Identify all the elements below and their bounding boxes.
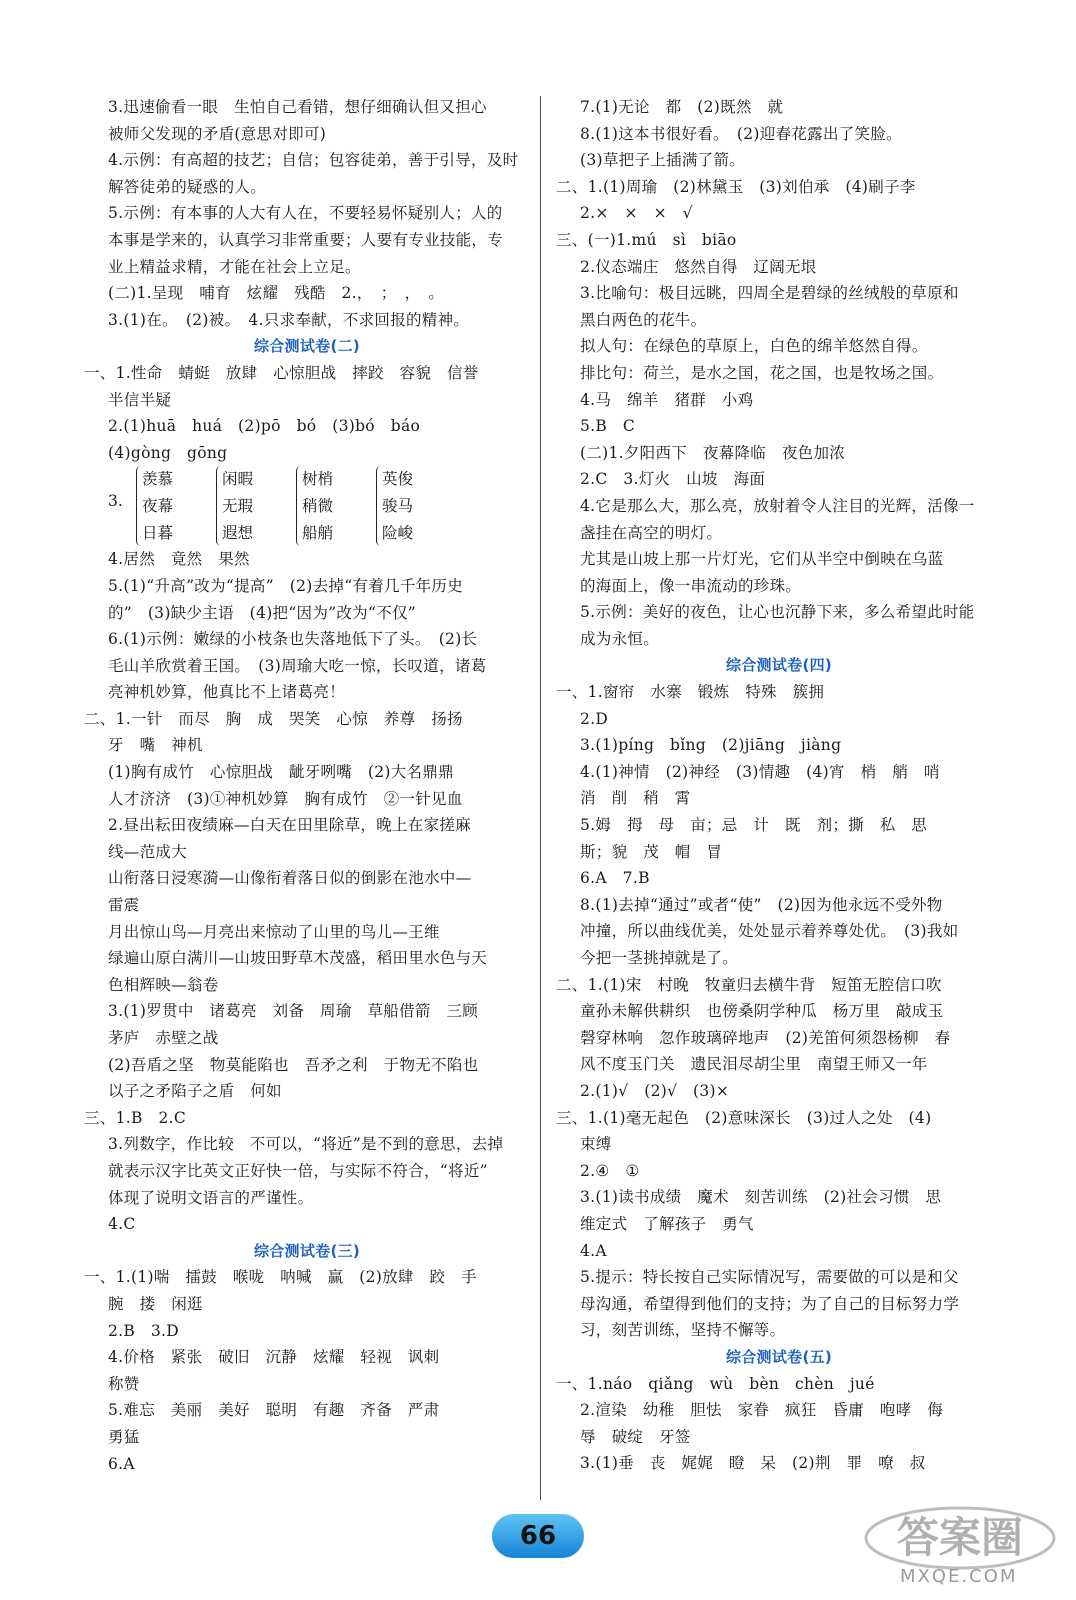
brace-word: 羡慕 (142, 470, 174, 489)
brace-word: 遐想 (222, 523, 254, 542)
answer-line: 的” (3)缺少主语 (4)把“因为”改为“不仅” (108, 603, 417, 622)
answer-line: (二)1.呈现 哺育 炫耀 残酷 2.， ； ， 。 (108, 284, 445, 303)
answer-line: 4.居然 竟然 果然 (108, 550, 250, 569)
answer-line: (1)胸有成竹 心惊胆战 龇牙咧嘴 (2)大名鼎鼎 (108, 763, 454, 782)
answer-line: 排比句：荷兰，是水之国，花之国，也是牧场之国。 (580, 363, 944, 382)
answer-line: 本事是学来的，认真学习非常重要；人要有专业技能，专 (108, 230, 504, 249)
answer-line: 6.A 7.B (580, 869, 650, 888)
brace-word: 夜幕 (142, 496, 174, 515)
answer-line: 5.姆 拇 母 亩；忌 计 既 剂；撕 私 思 (580, 816, 928, 835)
left-answer-column (84, 94, 530, 1477)
answer-line: 三、1.B 2.C (84, 1108, 187, 1127)
answer-line: 母沟通，希望得到他们的支持；为了自己的目标努力学 (580, 1294, 960, 1313)
answer-line: 8.(1)去掉“通过”或者“使” (2)因为他永远不受外物 (580, 895, 943, 914)
section-heading: 综合测试卷(四) (725, 656, 833, 675)
answer-line: 3.(1)在。 (2)被。 4.只求奉献，不求回报的精神。 (108, 310, 470, 329)
answer-line: 体现了说明文语言的严谨性。 (108, 1188, 314, 1207)
answer-line: 消 削 稍 霄 (580, 789, 691, 808)
watermark-url: MXQE.COM (900, 1566, 1018, 1587)
answer-line: 解答徒弟的疑惑的人。 (108, 177, 267, 196)
answer-line: 毛山羊欣赏着王国。 (3)周瑜大吃一惊，长叹道，诸葛 (108, 656, 487, 675)
answer-line: 业上精益求精，才能在社会上立足。 (108, 257, 361, 276)
answer-line: 一、1.性命 蜻蜓 放肆 心惊胆战 摔跤 容貌 信誉 (84, 363, 479, 382)
answer-line: 5.难忘 美丽 美好 聪明 有趣 齐备 严肃 (108, 1401, 440, 1420)
answer-line: 三、1.(1)毫无起色 (2)意味深长 (3)过人之处 (4) (556, 1108, 932, 1127)
answer-line: 二、1.(1)周瑜 (2)林黛玉 (3)刘伯承 (4)刷子李 (556, 177, 916, 196)
answer-line: 三、(一)1.mú sì biāo (556, 230, 737, 249)
answer-line: 2.C 3.灯火 山坡 海面 (580, 470, 766, 489)
answer-line: (2)吾盾之坚 物莫能陷也 吾矛之利 于物无不陷也 (108, 1055, 479, 1074)
answer-line: 5.B C (580, 417, 636, 436)
answer-line: 二、1.(1)宋 村晚 牧童归去横牛背 短笛无腔信口吹 (556, 975, 942, 994)
answer-line: 3.(1)垂 丧 娓娓 瞪 呆 (2)荆 罪 嘹 叔 (580, 1454, 926, 1473)
brace-icon (296, 466, 303, 546)
answer-line: 3.(1)读书成绩 魔术 刻苦训练 (2)社会习惯 思 (580, 1188, 942, 1207)
answer-line: 今把一茎挑掉就是了。 (580, 949, 739, 967)
answer-number: 3. (108, 492, 123, 511)
svg-text:答案圈: 答案圈 (896, 1513, 1024, 1562)
right-answer-column (556, 94, 1002, 1477)
answer-line: 的海面上，像一串流动的珍珠。 (580, 576, 802, 595)
answer-line: 5.示例：有本事的人大有人在，不要轻易怀疑别人；人的 (108, 204, 503, 223)
section-heading: 综合测试卷(二) (253, 337, 361, 356)
answer-line: 成为永恒。 (580, 629, 660, 648)
answer-line: 5.提示：特长按自己实际情况写，需要做的可以是和父 (580, 1268, 959, 1287)
answer-line: 束缚 (580, 1135, 612, 1154)
answer-line: 3.比喻句：极目远眺，四周全是碧绿的丝绒般的草原和 (580, 284, 959, 303)
answer-line: 勇猛 (108, 1427, 140, 1446)
answer-line: 2.昼出耘田夜绩麻—白天在田里除草，晚上在家搓麻 (108, 816, 471, 835)
answer-line: 3.迅速偷看一眼 生怕自己看错，想仔细确认但又担心 (108, 98, 487, 116)
answer-line: 2.(1)huā huá (2)pō bó (3)bó báo (108, 417, 421, 436)
brace-word: 稍微 (302, 496, 334, 515)
answer-line: 冲撞，所以曲线优美，处处显示着养尊处优。 (3)我如 (580, 922, 959, 941)
answer-line: 亮神机妙算，他真比不上诸葛亮！ (108, 683, 346, 702)
answer-line: 5.(1)“升高”改为“提高” (2)去掉“有着几千年历史 (108, 576, 464, 595)
answer-line: 一、1.náo qiǎng wù bèn chèn jué (556, 1374, 875, 1393)
answer-line: 4.价格 紧张 破旧 沉静 炫耀 轻视 讽刺 (108, 1348, 440, 1367)
answer-line: 4.示例：有高超的技艺；自信；包容徒弟，善于引导，及时 (108, 151, 519, 170)
answer-line: 月出惊山鸟—月亮出来惊动了山里的鸟儿—王维 (108, 922, 440, 941)
answer-line: 线—范成大 (108, 842, 188, 861)
answer-line: 人才济济 (3)①神机妙算 胸有成竹 ②一针见血 (108, 789, 463, 808)
answer-line: 二、1.一针 而尽 胸 成 哭笑 心惊 养尊 扬扬 (84, 709, 463, 728)
brace-word: 险峻 (382, 523, 414, 542)
answer-line: 2.(1)√ (2)√ (3)× (580, 1081, 730, 1100)
answer-line: 习，刻苦训练，坚持不懈等。 (580, 1321, 786, 1340)
answer-line: 磬穿林响 忽作玻璃碎地声 (2)羌笛何须怨杨柳 春 (580, 1028, 951, 1047)
answer-line: 尤其是山坡上那一片灯光，它们从半空中倒映在乌蓝 (580, 550, 944, 569)
brace-grouped-answer (84, 466, 530, 546)
answer-line: 6.(1)示例：嫩绿的小枝条也失落地低下了头。 (2)长 (108, 630, 478, 649)
answer-line: 山衔落日浸寒漪—山像衔着落日似的倒影在池水中— (108, 869, 472, 888)
answer-line: (4)gòng gōng (108, 443, 228, 462)
answer-line: 4.A (580, 1241, 607, 1260)
brace-word: 船艄 (302, 523, 334, 542)
answer-line: 5.示例：美好的夜色，让心也沉静下来，多么希望此时能 (580, 603, 975, 622)
brace-word-group (222, 466, 253, 546)
brace-icon (376, 466, 383, 546)
answer-line: 3.列数字，作比较 不可以，“将近”是不到的意思，去掉 (108, 1135, 504, 1154)
brace-word-group (142, 466, 173, 546)
page-number-badge: 66 (492, 1514, 584, 1558)
section-heading: 综合测试卷(三) (253, 1241, 361, 1260)
answer-line: 2.④ ① (580, 1161, 640, 1180)
answer-line: 风不度玉门关 遗民泪尽胡尘里 南望王师又一年 (580, 1055, 928, 1074)
answer-line: 称赞 (108, 1374, 140, 1393)
answer-line: 2.D (580, 709, 609, 728)
answer-line: 4.它是那么大，那么亮，放射着令人注目的光辉，活像一 (580, 496, 975, 515)
answer-line: 绿遍山原白满川—山坡田野草木茂盛，稻田里水色与天 (108, 949, 488, 968)
answer-line: 牙 嘴 神机 (108, 736, 203, 755)
answer-line: 以子之矛陷子之盾 何如 (108, 1082, 282, 1101)
answer-line: 半信半疑 (108, 390, 172, 409)
answer-line: 2.B 3.D (108, 1321, 179, 1340)
answer-line: 3.(1)píng bǐng (2)jiāng jiàng (580, 736, 842, 755)
answer-line: 腕 搂 闲逛 (108, 1294, 203, 1313)
answer-line: 3.(1)罗贯中 诸葛亮 刘备 周瑜 草船借箭 三顾 (108, 1002, 479, 1021)
answer-line: (二)1.夕阳西下 夜幕降临 夜色加浓 (580, 443, 846, 462)
answer-line: 盏挂在高空的明灯。 (580, 523, 723, 542)
brace-word: 闲暇 (222, 470, 254, 489)
answer-line: (3)草把子上插满了箭。 (580, 151, 746, 170)
answer-line: 2.× × × √ (580, 204, 693, 223)
answer-line: 维定式 了解孩子 勇气 (580, 1214, 754, 1233)
answer-line: 8.(1)这本书很好看。 (2)迎春花露出了笑脸。 (580, 124, 902, 143)
answer-line: 斯；貌 茂 帽 冒 (580, 842, 723, 861)
answer-line: 就表示汉字比英文正好快一倍，与实际不符合，“将近” (108, 1161, 488, 1180)
answer-line: 2.渲染 幼稚 胆怯 家眷 疯狂 昏庸 咆哮 侮 (580, 1401, 943, 1420)
brace-word-group (302, 466, 333, 546)
brace-word: 树梢 (302, 470, 334, 489)
brace-word: 英俊 (382, 470, 414, 489)
brace-word: 无瑕 (222, 496, 254, 515)
answer-line: 4.(1)神情 (2)神经 (3)情趣 (4)宵 梢 艄 哨 (580, 762, 940, 781)
answer-line: 被师父发现的矛盾(意思对即可) (108, 124, 327, 143)
answer-line: 4.C (108, 1215, 136, 1234)
answer-line: 雷震 (108, 896, 140, 915)
brace-word: 日暮 (142, 523, 174, 542)
brace-word: 骏马 (382, 496, 414, 515)
answer-line: 6.A (108, 1454, 135, 1473)
answer-line: 辱 破绽 牙签 (580, 1427, 691, 1446)
answer-line: 一、1.(1)喘 擂鼓 喉咙 呐喊 赢 (2)放肆 跤 手 (84, 1268, 477, 1287)
brace-icon (136, 466, 143, 546)
column-divider (540, 96, 541, 1500)
brace-icon (216, 466, 223, 546)
answer-line: 茅庐 赤壁之战 (108, 1029, 219, 1047)
answer-line: 黑白两色的花牛。 (580, 310, 707, 329)
section-heading: 综合测试卷(五) (725, 1347, 833, 1366)
answer-line: 4.马 绵羊 猪群 小鸡 (580, 390, 754, 409)
answer-line: 童孙未解供耕织 也傍桑阴学种瓜 杨万里 敲成玉 (580, 1002, 944, 1021)
answer-line: 色相辉映—翁卷 (108, 975, 219, 994)
answer-line: 拟人句：在绿色的草原上，白色的绵羊悠然自得。 (580, 337, 928, 356)
answer-line: 一、1.窗帘 水寨 锻炼 特殊 簇拥 (556, 683, 825, 702)
brace-word-group (382, 466, 413, 546)
answer-line: 7.(1)无论 都 (2)既然 就 (580, 98, 784, 116)
answer-line: 2.仪态端庄 悠然自得 辽阔无垠 (580, 257, 817, 276)
